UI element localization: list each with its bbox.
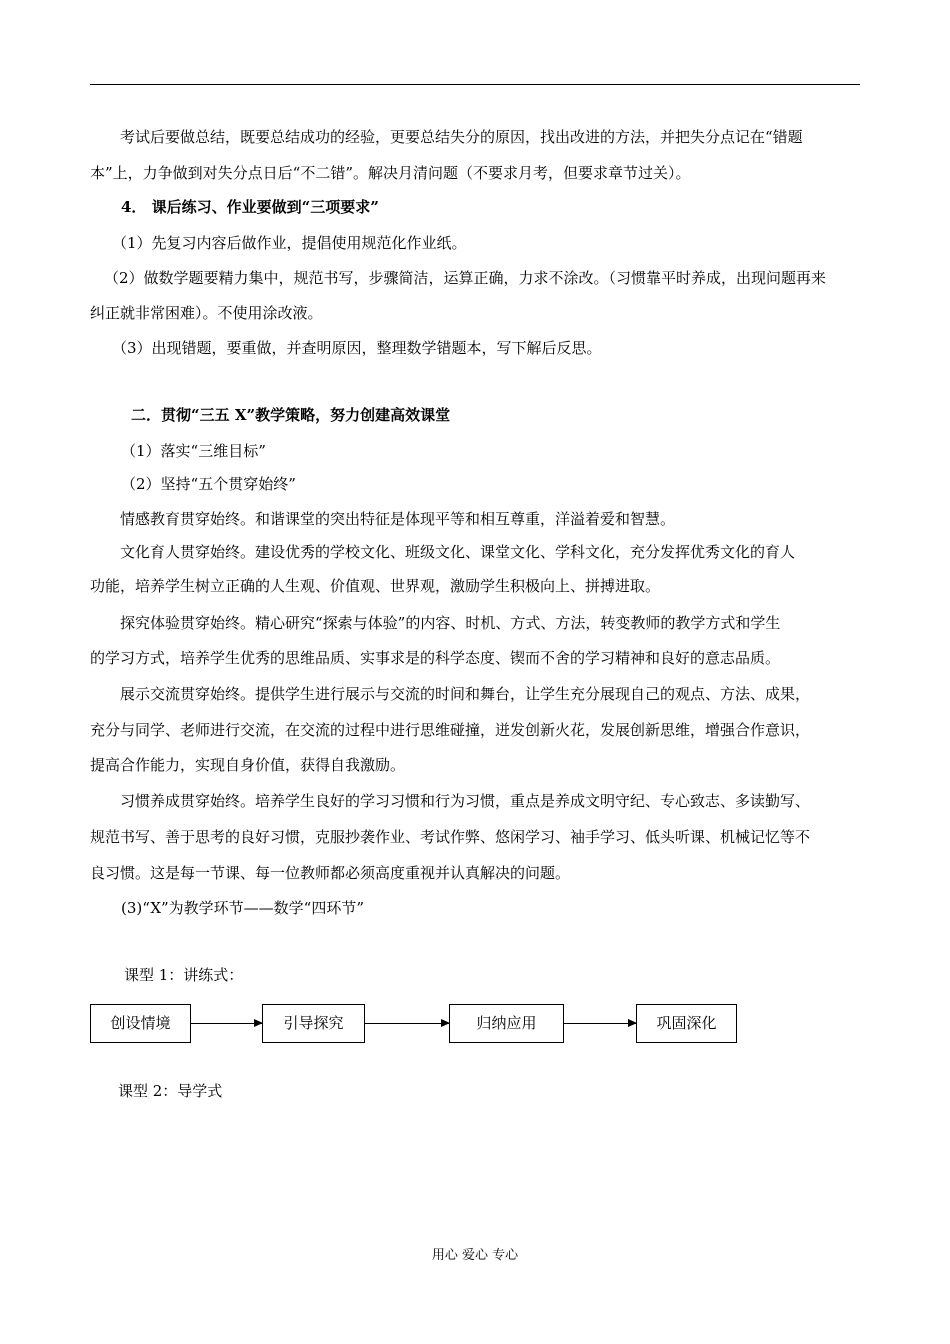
flow-box-summarize-apply: 归纳应用 xyxy=(449,1004,564,1043)
exchange-line1: 展示交流贯穿始终。提供学生进行展示与交流的时间和舞台，让学生充分展现自己的观点、方法、成果， xyxy=(120,685,811,703)
paragraph-exam-summary-line1: 考试后要做总结，既要总结成功的经验，更要总结失分的原因，找出改进的方法，并把失分点记在“错题 xyxy=(120,128,803,146)
inquiry-experience-line1: 探究体验贯穿始终。精心研究“探索与体验”的内容、时机、方式、方法，转变教师的教学方式和学生 xyxy=(120,614,781,632)
exchange-line2: 充分与同学、老师进行交流，在交流的过程中进行思维碰撞，迸发创新火花，发展创新思维，增强合作意识， xyxy=(90,721,811,739)
exchange-line3: 提高合作能力，实现自身价值，获得自我激励。 xyxy=(90,756,406,774)
flow-arrow-1 xyxy=(191,1023,262,1024)
requirement-2-line1: （2）做数学题要精力集中，规范书写，步骤简洁，运算正确，力求不涂改。（习惯靠平时养成，出现问题再来 xyxy=(104,269,827,287)
header-rule xyxy=(90,84,860,85)
strategy-item-3: (3)“X”为教学环节——数学“四环节” xyxy=(121,899,365,917)
strategy-item-1: （1）落实“三维目标” xyxy=(121,442,266,460)
lesson-type-1-label: 课型 1：讲练式： xyxy=(124,966,244,984)
strategy-item-2: （2）坚持“五个贯穿始终” xyxy=(121,475,296,493)
section-heading-homework: 4． 课后练习、作业要做到“三项要求” xyxy=(121,198,379,216)
requirement-3: （3）出现错题，要重做，并查明原因，整理数学错题本，写下解后反思。 xyxy=(112,339,602,357)
culture-education-line1: 文化育人贯穿始终。建设优秀的学校文化、班级文化、课堂文化、学科文化，充分发挥优秀文化的育人 xyxy=(120,543,796,561)
culture-education-line2: 功能，培养学生树立正确的人生观、价值观、世界观，激励学生积极向上、拼搏进取。 xyxy=(90,577,661,595)
flow-arrow-3 xyxy=(564,1023,636,1024)
flow-box-create-situation: 创设情境 xyxy=(90,1004,191,1043)
paragraph-exam-summary-line2: 本”上，力争做到对失分点日后“不二错”。解决月清问题（不要求月考，但要求章节过关）。 xyxy=(90,164,691,182)
habit-line3: 良习惯。这是每一节课、每一位教师都必须高度重视并认真解决的问题。 xyxy=(90,864,571,882)
requirement-1: （1）先复习内容后做作业，提倡使用规范化作业纸。 xyxy=(112,234,467,252)
requirement-2-line2: 纠正就非常困难）。不使用涂改液。 xyxy=(90,304,323,322)
habit-line2: 规范书写、善于思考的良好习惯，克服抄袭作业、考试作弊、悠闲学习、袖手学习、低头听课、机械记忆等不 xyxy=(90,828,811,846)
emotion-education: 情感教育贯穿始终。和谐课堂的突出特征是体现平等和相互尊重，洋溢着爱和智慧。 xyxy=(120,510,676,528)
section-heading-strategy: 二．贯彻“三五 X”教学策略，努力创建高效课堂 xyxy=(131,406,451,424)
page-footer: 用心 爱心 专心 xyxy=(431,1248,519,1263)
habit-line1: 习惯养成贯穿始终。培养学生良好的学习习惯和行为习惯，重点是养成文明守纪、专心致志、多读勤写、 xyxy=(120,792,811,810)
flow-box-consolidate-deepen: 巩固深化 xyxy=(636,1004,737,1043)
flow-box-guide-inquiry: 引导探究 xyxy=(262,1004,365,1043)
flow-arrow-2 xyxy=(365,1023,449,1024)
inquiry-experience-line2: 的学习方式，培养学生优秀的思维品质、实事求是的科学态度、锲而不舍的学习精神和良好的意志品质。 xyxy=(90,649,781,667)
lesson-type-2-label: 课型 2：导学式 xyxy=(118,1082,223,1100)
